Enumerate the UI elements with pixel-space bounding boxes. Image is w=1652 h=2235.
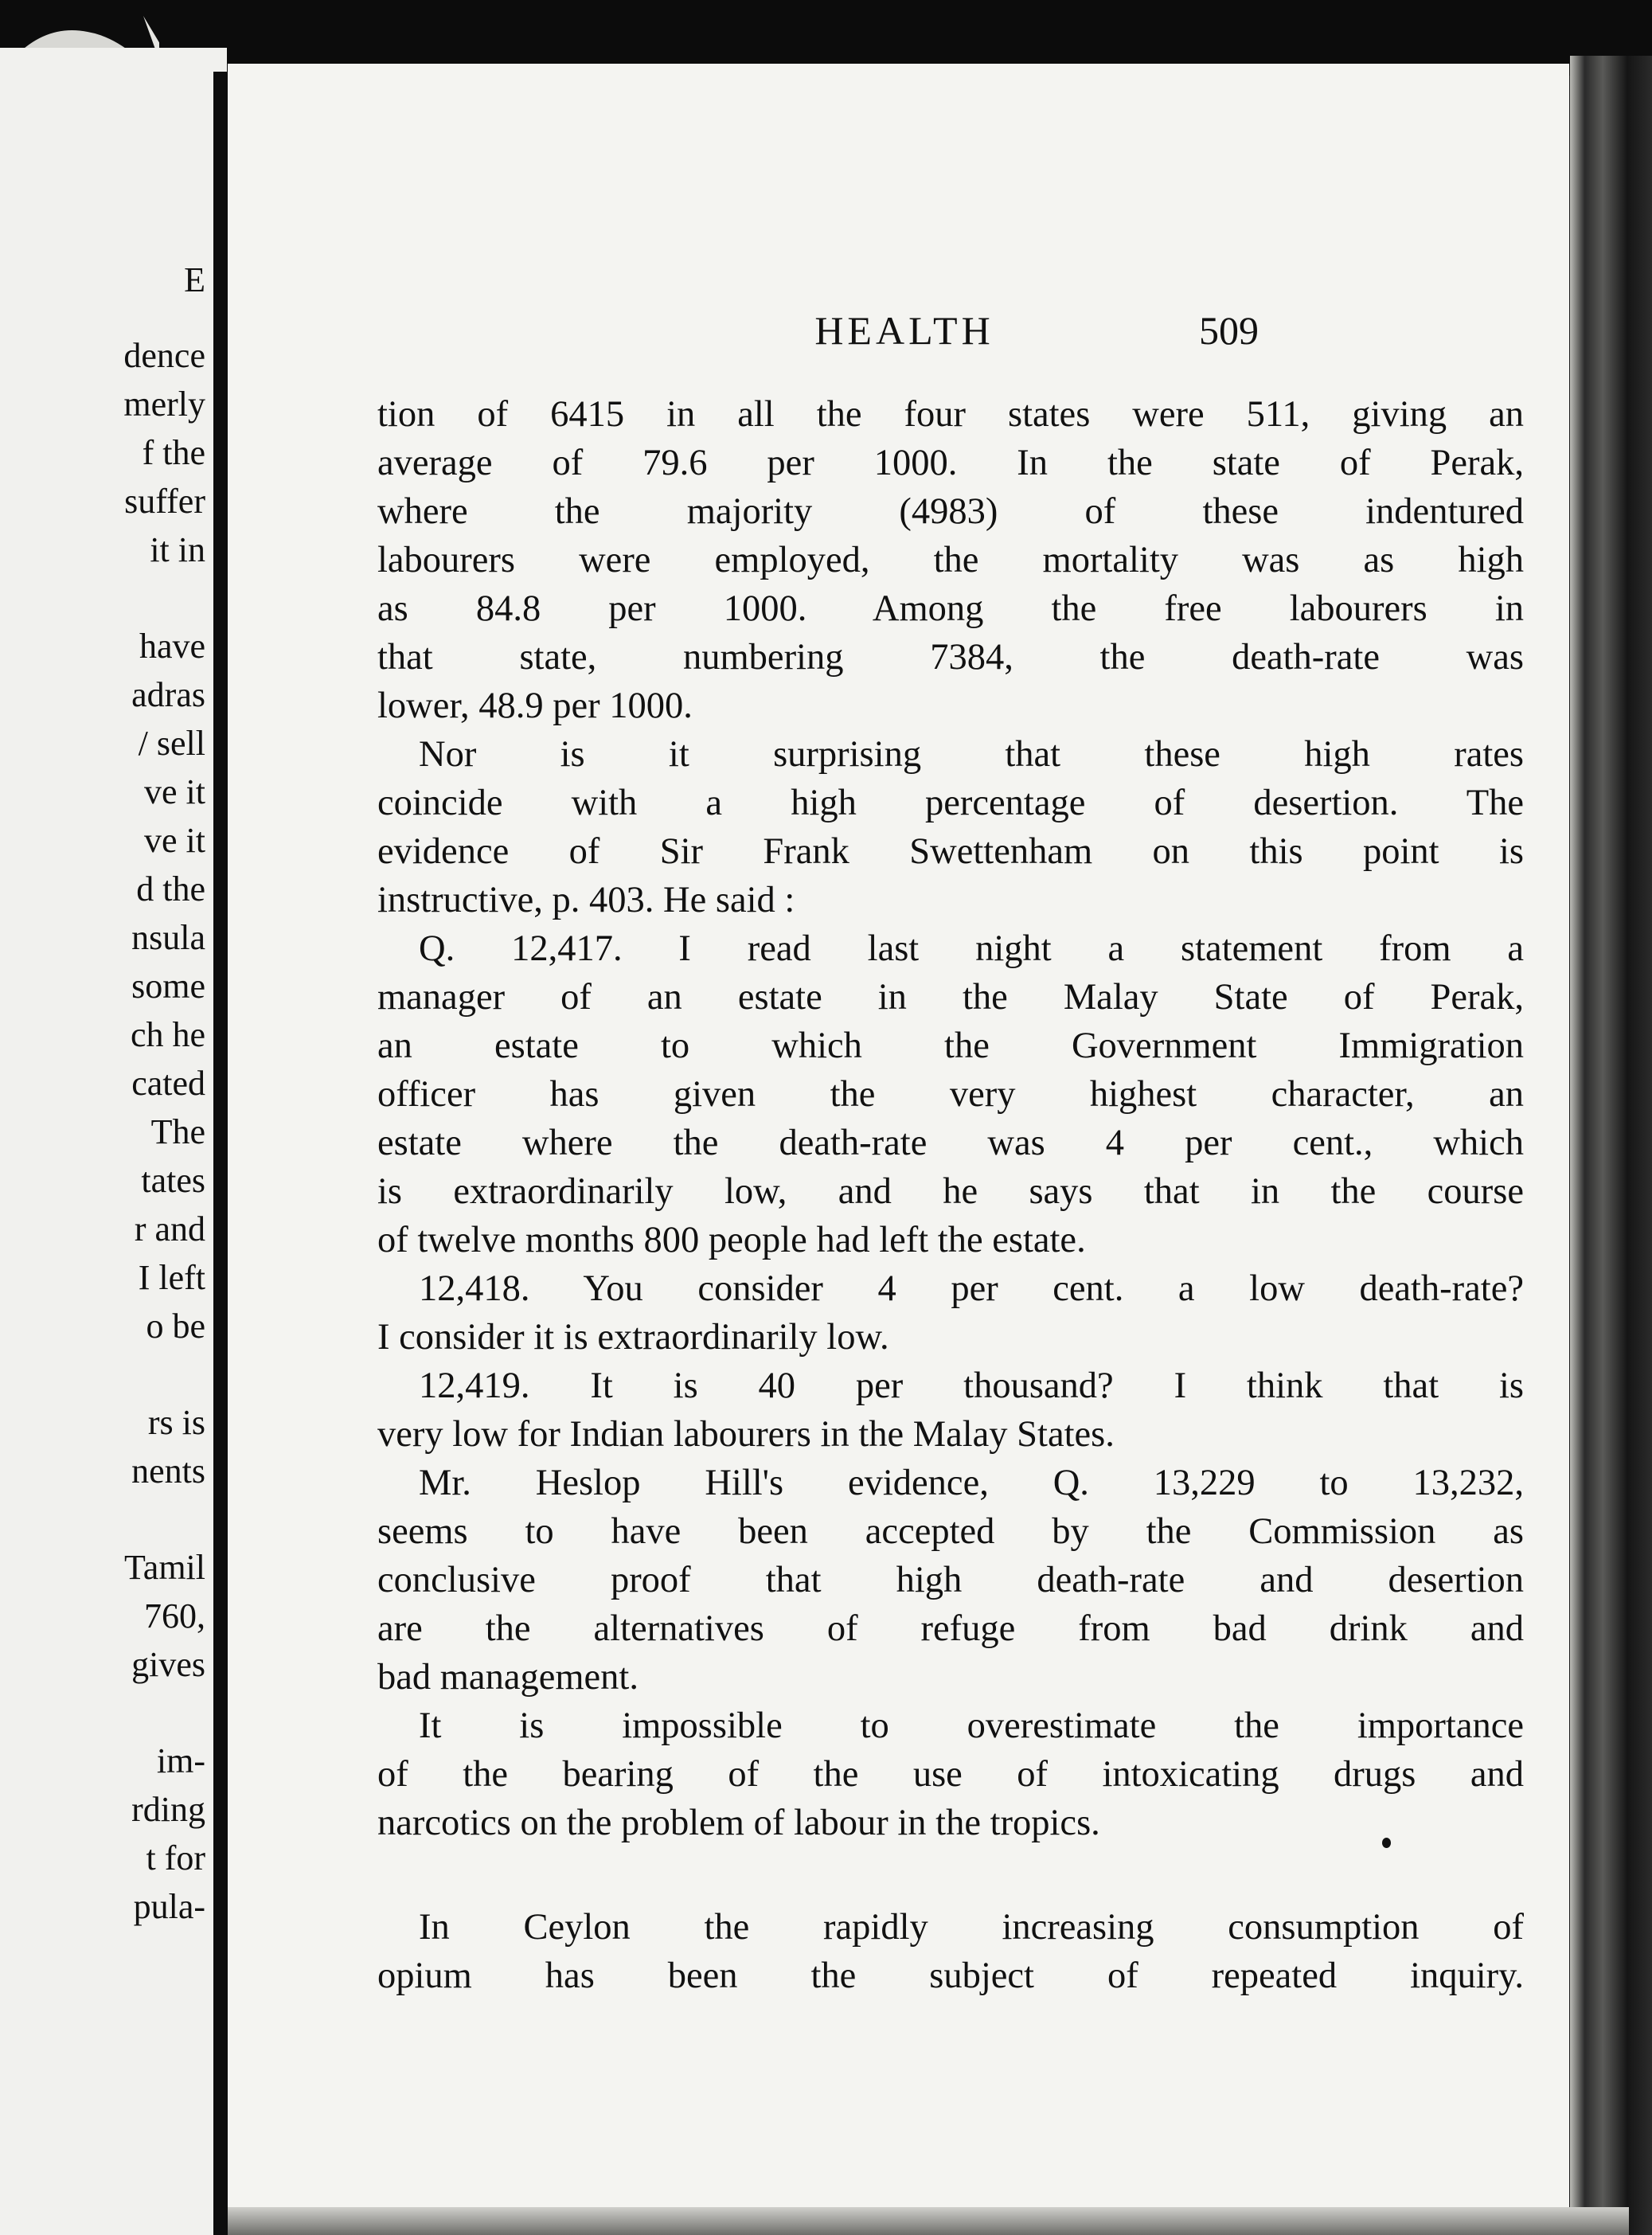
left-page-fragment: pula- [133,1887,205,1926]
left-page-fragment: nsula [131,918,205,957]
text-line: conclusive proof that high death-rate and desertion [377,1560,1524,1600]
text-line: instructive, p. 403. He said : [377,880,795,920]
text-line: officer has given the very highest character, an [377,1074,1524,1115]
left-page [0,48,227,2235]
text-line: as 84.8 per 1000. Among the free labourers in [377,588,1524,629]
text-line: tion of 6415 in all the four states were 511, giving an [377,394,1524,435]
text-line: bad management. [377,1657,639,1698]
text-line: is extraordinarily low, and he says that in the course [377,1171,1524,1212]
text-line: lower, 48.9 per 1000. [377,686,693,726]
left-page-fragment: it in [150,530,205,569]
text-line: narcotics on the problem of labour in the tropics. [377,1803,1100,1843]
text-line: an estate to which the Government Immigration [377,1026,1524,1066]
text-line: Q. 12,417. I read last night a statement from a [419,928,1524,969]
left-page-fragment: dence [123,336,205,375]
text-line: are the alternatives of refuge from bad drink and [377,1608,1524,1649]
left-page-fragment: / sell [138,724,205,763]
stray-dot [1382,1838,1391,1848]
text-line: seems to have been accepted by the Commission as [377,1511,1524,1552]
left-page-fragment: f the [142,433,205,472]
text-line: 12,419. It is 40 per thousand? I think that is [419,1366,1524,1406]
left-page-fragment: adras [131,675,205,714]
running-head-title: HEALTH [814,308,994,353]
left-page-fragment: some [131,967,205,1006]
text-line: Mr. Heslop Hill's evidence, Q. 13,229 to 13,232, [419,1463,1524,1503]
text-line: manager of an estate in the Malay State of Perak, [377,977,1524,1018]
left-page-fragment: t for [146,1838,205,1877]
text-line: evidence of Sir Frank Swettenham on this point is [377,831,1524,872]
text-line: Nor is it surprising that these high rates [419,734,1524,775]
running-head [228,303,1569,358]
left-page-fragment: rding [131,1790,205,1829]
left-page-fragment: 760, [144,1596,205,1635]
left-page-fragment: E [184,260,205,299]
left-page-fragment: gives [131,1645,205,1684]
left-page-fragments [0,48,205,2235]
page-edge-stack [1570,56,1652,2235]
text-line: estate where the death-rate was 4 per cent., which [377,1123,1524,1163]
text-line: of twelve months 800 people had left the estate. [377,1220,1086,1260]
book-gutter [213,72,228,2235]
paragraph-gap [377,1847,1524,1903]
left-page-fragment: have [139,627,205,666]
text-line: where the majority (4983) of these indentured [377,491,1524,532]
text-line: of the bearing of the use of intoxicating drugs and [377,1754,1524,1795]
page-number: 509 [1199,308,1259,353]
text-line: I consider it is extraordinarily low. [377,1317,889,1358]
text-line: labourers were employed, the mortality was as high [377,540,1524,580]
text-line: It is impossible to overestimate the importance [419,1706,1524,1746]
left-page-fragment: d the [136,869,205,908]
left-page-fragment: Tamil [123,1548,205,1587]
left-page-fragment: merly [123,385,205,424]
body-text [377,390,1524,2000]
left-page-fragment: The [150,1112,205,1151]
left-page-fragment: rs is [147,1403,205,1442]
text-line: 12,418. You consider 4 per cent. a low death-rate? [419,1268,1524,1309]
text-line: opium has been the subject of repeated inquiry. [377,1956,1524,1996]
left-page-fragment: I left [138,1258,205,1297]
left-page-fragment: im- [156,1741,205,1780]
left-page-fragment: ve it [144,772,205,811]
left-page-fragment: cated [131,1064,205,1103]
left-page-fragment: nents [131,1452,205,1491]
text-line: very low for Indian labourers in the Malay States. [377,1414,1115,1455]
left-page-fragment: ch he [130,1015,205,1054]
left-page-fragment: r and [134,1209,205,1248]
text-line: average of 79.6 per 1000. In the state of Perak, [377,443,1524,483]
right-page [228,64,1569,2235]
text-line: In Ceylon the rapidly increasing consumption of [419,1907,1524,1948]
left-page-fragment: o be [146,1307,205,1346]
bottom-page-edge [228,2207,1629,2235]
left-page-fragment: suffer [124,482,205,521]
left-page-fragment: ve it [144,821,205,860]
text-line: that state, numbering 7384, the death-rate was [377,637,1524,678]
left-page-fragment: tates [141,1161,205,1200]
text-line: coincide with a high percentage of desertion. The [377,783,1524,823]
